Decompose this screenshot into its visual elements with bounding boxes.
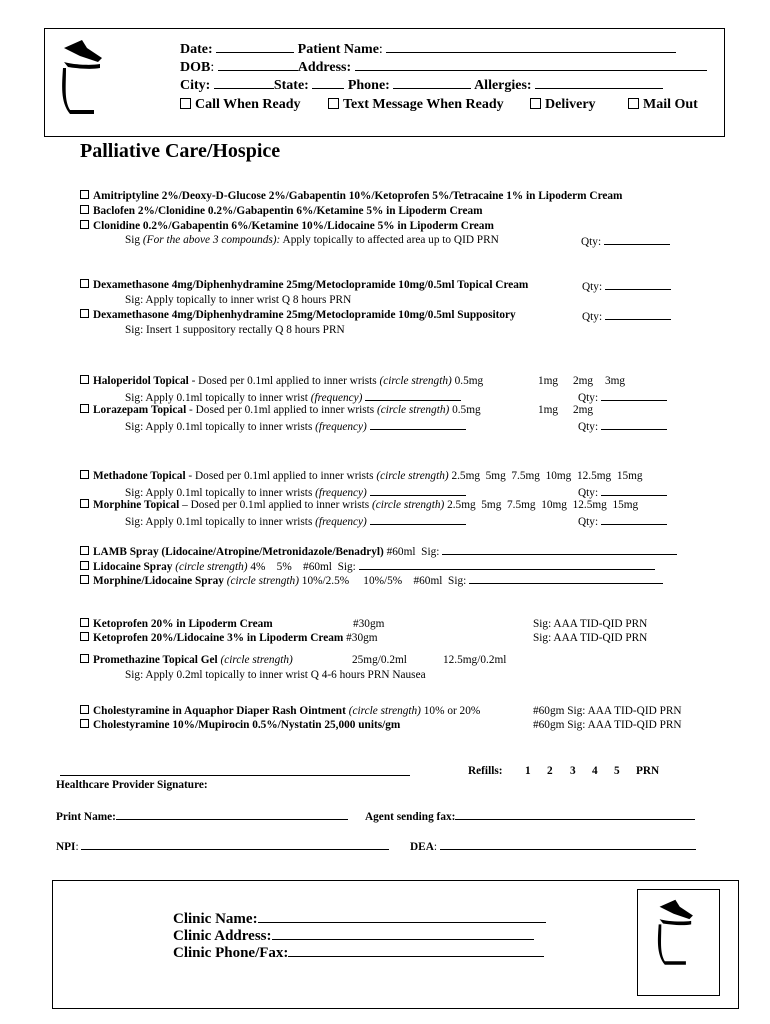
keto1-qty: #30gm xyxy=(353,618,385,630)
sig-field[interactable] xyxy=(469,573,663,584)
dexa-supp-qty: Qty: xyxy=(582,309,671,323)
item-lamb-spray[interactable]: LAMB Spray (Lidocaine/Atropine/Metronidazole/Benadryl) #60ml Sig: xyxy=(80,544,677,558)
item-baclofen[interactable]: Baclofen 2%/Clonidine 0.2%/Gabapentin 6%/Ketamine 5% in Lipoderm Cream xyxy=(80,205,483,217)
qty-field[interactable] xyxy=(604,234,670,245)
sig-field[interactable] xyxy=(359,559,655,570)
frequency-field[interactable] xyxy=(370,419,466,430)
text-checkbox[interactable] xyxy=(328,98,339,109)
agent-field[interactable] xyxy=(455,809,695,820)
checkbox[interactable] xyxy=(80,575,89,584)
meth-qty: Qty: xyxy=(578,485,667,499)
dexa-supp-sig: Sig: Insert 1 suppository rectally Q 8 hours PRN xyxy=(125,324,345,336)
clinic-phone-row: Clinic Phone/Fax: xyxy=(173,943,544,962)
checkbox[interactable] xyxy=(80,470,89,479)
keto1-sig: Sig: AAA TID-QID PRN xyxy=(533,618,648,630)
checkbox[interactable] xyxy=(80,561,89,570)
halo-qty: Qty: xyxy=(578,390,667,404)
checkbox[interactable] xyxy=(80,404,89,413)
call-checkbox[interactable] xyxy=(180,98,191,109)
keto2-sig: Sig: AAA TID-QID PRN xyxy=(533,632,648,644)
group1-sig: Sig (For the above 3 compounds): Apply topically to affected area up to QID PRN xyxy=(125,234,499,246)
prom-sig: Sig: Apply 0.2ml topically to inner wrist Q 4-6 hours PRN Nausea xyxy=(125,669,426,681)
clinic-phone-field[interactable] xyxy=(288,943,544,957)
mail-checkbox[interactable] xyxy=(628,98,639,109)
qty-field[interactable] xyxy=(601,485,667,496)
option-call[interactable]: Call When Ready xyxy=(180,97,301,112)
dexa-cream-sig: Sig: Apply topically to inner wrist Q 8 hours PRN xyxy=(125,294,352,306)
phone-field[interactable] xyxy=(393,78,471,89)
checkbox[interactable] xyxy=(80,632,89,641)
checkbox[interactable] xyxy=(80,220,89,229)
qty-field[interactable] xyxy=(601,514,667,525)
qty-field[interactable] xyxy=(601,419,667,430)
dea-row: DEA: xyxy=(410,839,696,853)
refill-4[interactable]: 4 xyxy=(592,765,598,777)
sig-field[interactable] xyxy=(442,544,677,555)
checkbox[interactable] xyxy=(80,309,89,318)
print-name-row: Print Name: xyxy=(56,809,348,823)
morph-qty: Qty: xyxy=(578,514,667,528)
morph-sig: Sig: Apply 0.1ml topically to inner wrists (frequency) xyxy=(125,514,466,528)
clinic-address-row: Clinic Address: xyxy=(173,926,534,945)
npi-row: NPI: xyxy=(56,839,389,853)
signature-line[interactable] xyxy=(60,775,410,776)
item-amitriptyline[interactable]: Amitriptyline 2%/Deoxy-D-Glucose 2%/Gabapentin 10%/Ketoprofen 5%/Tetracaine 1% in Lipoderm Cream xyxy=(80,190,622,202)
allergies-field[interactable] xyxy=(535,78,663,89)
dob-row: DOB: Address: xyxy=(180,60,707,76)
item-lorazepam[interactable]: Lorazepam Topical - Dosed per 0.1ml applied to inner wrists (circle strength) 0.5mg xyxy=(80,404,481,416)
item-ketoprofen[interactable]: Ketoprofen 20% in Lipoderm Cream xyxy=(80,618,273,630)
refills-label: Refills: xyxy=(468,765,503,777)
checkbox[interactable] xyxy=(80,375,89,384)
item-ketoprofen-lidocaine[interactable]: Ketoprofen 20%/Lidocaine 3% in Lipoderm Cream #30gm xyxy=(80,632,378,644)
date-field[interactable] xyxy=(216,42,294,53)
item-cholestyramine-mupirocin[interactable]: Cholestyramine 10%/Mupirocin 0.5%/Nystatin 25,000 units/gm xyxy=(80,719,400,731)
item-haloperidol[interactable]: Haloperidol Topical - Dosed per 0.1ml applied to inner wrists (circle strength) 0.5mg xyxy=(80,375,483,387)
npi-field[interactable] xyxy=(81,839,389,850)
meth-sig: Sig: Apply 0.1ml topically to inner wrists (frequency) xyxy=(125,485,466,499)
qty-field[interactable] xyxy=(601,390,667,401)
qty-field[interactable] xyxy=(605,309,671,320)
page-title: Palliative Care/Hospice xyxy=(80,140,281,162)
patient-name-field[interactable] xyxy=(386,42,676,53)
clinic-address-field[interactable] xyxy=(272,926,534,940)
mortar-pestle-logo xyxy=(60,38,110,120)
chol1-sig: #60gm Sig: AAA TID-QID PRN xyxy=(533,705,682,717)
address-field[interactable] xyxy=(355,60,707,71)
lora-1mg[interactable]: 1mg xyxy=(538,404,559,416)
checkbox[interactable] xyxy=(80,499,89,508)
city-field[interactable] xyxy=(214,78,274,89)
option-text[interactable]: Text Message When Ready xyxy=(328,97,504,113)
refill-3[interactable]: 3 xyxy=(570,765,576,777)
prom-25mg[interactable]: 25mg/0.2ml xyxy=(352,654,407,666)
checkbox[interactable] xyxy=(80,279,89,288)
checkbox[interactable] xyxy=(80,205,89,214)
lora-qty: Qty: xyxy=(578,419,667,433)
agent-row: Agent sending fax: xyxy=(365,809,695,823)
checkbox[interactable] xyxy=(80,719,89,728)
refill-2[interactable]: 2 xyxy=(547,765,553,777)
lora-2mg[interactable]: 2mg xyxy=(573,404,594,416)
print-name-field[interactable] xyxy=(116,809,348,820)
state-field[interactable] xyxy=(312,78,344,89)
checkbox[interactable] xyxy=(80,190,89,199)
checkbox[interactable] xyxy=(80,618,89,627)
checkbox[interactable] xyxy=(80,705,89,714)
prom-12mg[interactable]: 12.5mg/0.2ml xyxy=(443,654,507,666)
frequency-field[interactable] xyxy=(370,514,466,525)
halo-3mg[interactable]: 3mg xyxy=(605,375,626,387)
frequency-field[interactable] xyxy=(370,485,466,496)
checkbox[interactable] xyxy=(80,546,89,555)
option-delivery[interactable]: Delivery xyxy=(530,97,596,113)
chol2-sig: #60gm Sig: AAA TID-QID PRN xyxy=(533,719,682,731)
signature-label: Healthcare Provider Signature: xyxy=(56,779,208,791)
item-clonidine[interactable]: Clonidine 0.2%/Gabapentin 6%/Ketamine 10%/Lidocaine 5% in Lipoderm Cream xyxy=(80,220,494,232)
clinic-name-field[interactable] xyxy=(258,909,546,923)
halo-2mg[interactable]: 2mg xyxy=(573,375,594,387)
city-row: City: State: Phone: Allergies: xyxy=(180,78,663,94)
checkbox[interactable] xyxy=(80,654,89,663)
clinic-name-row: Clinic Name: xyxy=(173,909,546,928)
lora-sig: Sig: Apply 0.1ml topically to inner wrists (frequency) xyxy=(125,419,466,433)
option-mail[interactable]: Mail Out xyxy=(628,97,698,113)
item-cholestyramine-aquaphor[interactable]: Cholestyramine in Aquaphor Diaper Rash Ointment (circle strength) 10% or 20% xyxy=(80,705,480,717)
item-dexa-supp[interactable]: Dexamethasone 4mg/Diphenhydramine 25mg/Metoclopramide 10mg/0.5ml Suppository xyxy=(80,309,516,321)
item-morphine-lidocaine-spray[interactable]: Morphine/Lidocaine Spray (circle strength) 10%/2.5% 10%/5% #60ml Sig: xyxy=(80,573,663,587)
dexa-cream-qty: Qty: xyxy=(582,279,671,293)
item-promethazine[interactable]: Promethazine Topical Gel (circle strength) xyxy=(80,654,293,666)
qty-field[interactable] xyxy=(605,279,671,290)
group1-qty: Qty: xyxy=(581,234,670,248)
refill-5[interactable]: 5 xyxy=(614,765,620,777)
halo-sig: Sig: Apply 0.1ml topically to inner wrist (frequency) xyxy=(125,390,461,404)
date-row: Date: Patient Name: xyxy=(180,42,676,58)
refill-1[interactable]: 1 xyxy=(525,765,531,777)
contact-options xyxy=(180,97,301,113)
item-lidocaine-spray[interactable]: Lidocaine Spray (circle strength) 4% 5% #60ml Sig: xyxy=(80,559,655,573)
mortar-pestle-logo-small xyxy=(656,898,700,970)
dea-field[interactable] xyxy=(440,839,696,850)
halo-1mg[interactable]: 1mg xyxy=(538,375,559,387)
refill-prn[interactable]: PRN xyxy=(636,765,660,777)
delivery-checkbox[interactable] xyxy=(530,98,541,109)
dob-field[interactable] xyxy=(218,60,298,71)
frequency-field[interactable] xyxy=(365,390,461,401)
item-dexa-cream[interactable]: Dexamethasone 4mg/Diphenhydramine 25mg/Metoclopramide 10mg/0.5ml Topical Cream xyxy=(80,279,528,291)
item-morphine[interactable]: Morphine Topical – Dosed per 0.1ml applied to inner wrists (circle strength) 2.5mg 5mg 7.5mg 10mg 12.5mg 15mg xyxy=(80,499,638,511)
item-methadone[interactable]: Methadone Topical - Dosed per 0.1ml applied to inner wrists (circle strength) 2.5mg 5mg 7.5mg 10mg 12.5mg 15mg xyxy=(80,470,643,482)
